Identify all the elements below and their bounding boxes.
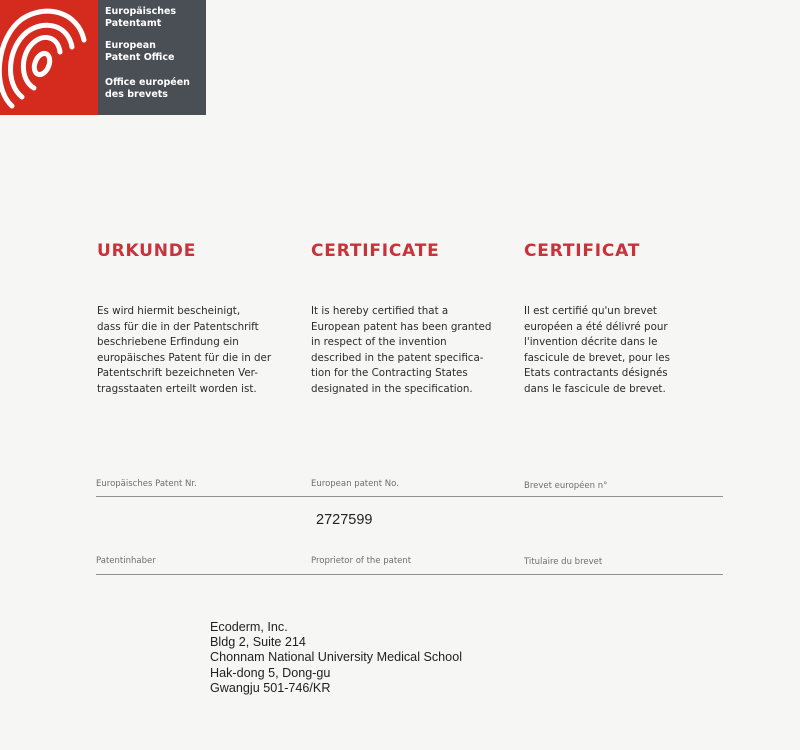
- proprietor-label-en: Proprietor of the patent: [311, 556, 412, 566]
- certification-text-de: Es wird hiermit bescheinigt, dass für die in der Patentschrift beschriebene Erfindung ein europäisches Patent für die in der Patentschrift bezeichneten Ver- tragsstaaten erteilt worden ist.: [97, 305, 272, 395]
- logo-name-de: Europäisches Patentamt: [105, 6, 177, 29]
- certification-text-en: It is hereby certified that a European patent has been granted in respect of the invention described in the patent specifica- tion for the Contracting States designated in the specification.: [311, 305, 492, 395]
- epo-logo-name: [98, 0, 206, 115]
- logo-name-en: European Patent Office: [105, 40, 175, 63]
- epo-logo-mark: [0, 0, 98, 115]
- logo-name-fr: Office européen des brevets: [105, 77, 190, 100]
- address-line: Gwangju 501-746/KR: [210, 680, 331, 695]
- patent-number: 2727599: [316, 512, 373, 528]
- proprietor-label-fr: Titulaire du brevet: [524, 557, 603, 567]
- proprietor-divider: [96, 574, 723, 575]
- proprietor-address: [210, 620, 462, 696]
- epo-logo-icon: [0, 0, 98, 115]
- proprietor-label-de: Patentinhaber: [96, 556, 156, 566]
- proprietor-company: Ecoderm, Inc.: [210, 620, 288, 634]
- certification-text-fr: Il est certifié qu'un brevet européen a été délivré pour l'invention décrite dans le fascicule de brevet, pour les Etats contractants désignés dans le fascicule de brevet.: [524, 305, 670, 395]
- title-en: CERTIFICATE: [311, 241, 440, 261]
- title-de: URKUNDE: [97, 241, 197, 261]
- address-line: Hak-dong 5, Dong-gu: [210, 665, 331, 680]
- patent-number-divider: [96, 496, 723, 497]
- patent-number-label-de: Europäisches Patent Nr.: [96, 479, 197, 489]
- epo-logo: [0, 0, 206, 115]
- patent-number-label-en: European patent No.: [311, 479, 399, 489]
- address-line: Bldg 2, Suite 214: [210, 635, 306, 650]
- patent-number-label-fr: Brevet européen n°: [524, 481, 608, 491]
- address-line: Chonnam National University Medical School: [210, 650, 462, 665]
- title-fr: CERTIFICAT: [524, 241, 641, 261]
